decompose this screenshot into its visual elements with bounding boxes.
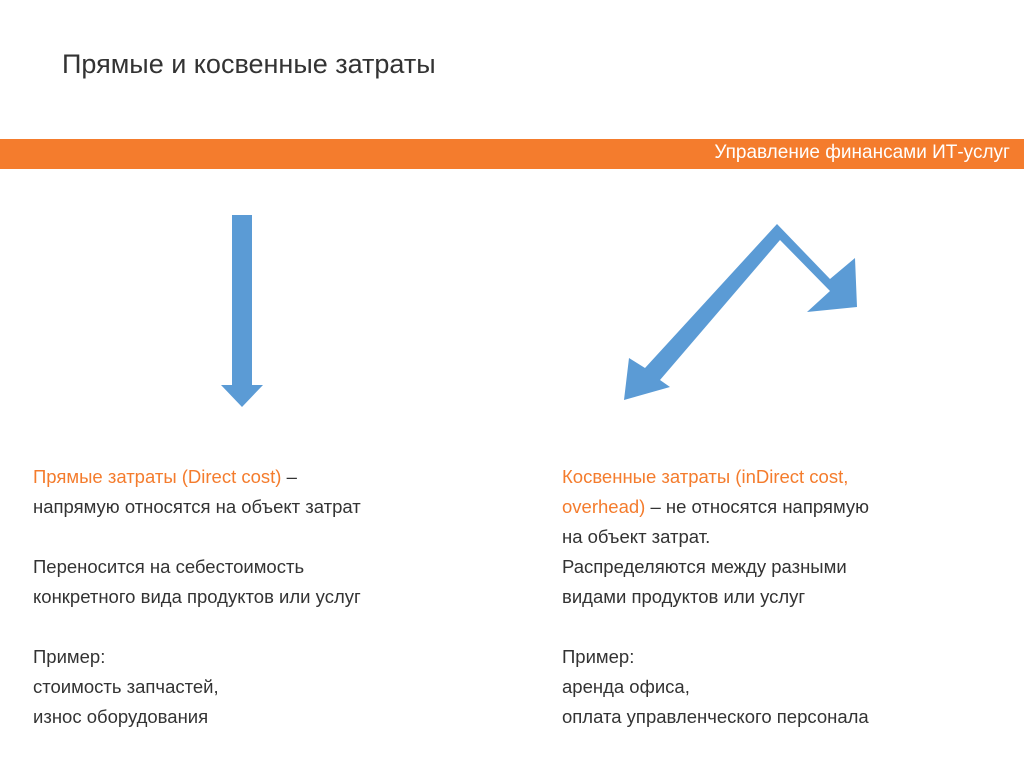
arrow-down-icon xyxy=(221,215,263,407)
indirect-cost-definition: на объект затрат. xyxy=(562,526,711,547)
indirect-cost-example-2: оплата управленческого персонала xyxy=(562,706,869,727)
direct-cost-term: Прямые затраты (Direct cost) xyxy=(33,466,282,487)
indirect-cost-distribution-line-1: Распределяются между разными xyxy=(562,556,847,577)
banner-text: Управление финансами ИТ-услуг xyxy=(714,142,1010,163)
indirect-cost-heading-line-1: Косвенные затраты (inDirect cost, xyxy=(562,466,849,487)
direct-cost-definition: напрямую относятся на объект затрат xyxy=(33,496,361,517)
indirect-cost-heading-line-2: overhead) – не относятся напрямую xyxy=(562,496,870,517)
direct-cost-column xyxy=(33,462,503,732)
indirect-cost-column xyxy=(562,462,1002,732)
direct-cost-example-2: износ оборудования xyxy=(33,706,209,727)
indirect-cost-example-label: Пример: xyxy=(562,646,635,667)
indirect-cost-distribution-line-2: видами продуктов или услуг xyxy=(562,586,806,607)
slide-title: Прямые и косвенные затраты xyxy=(62,49,436,79)
direct-cost-example-1: стоимость запчастей, xyxy=(33,676,219,697)
indirect-cost-example-1: аренда офиса, xyxy=(562,676,690,697)
direct-cost-heading: Прямые затраты (Direct cost) – xyxy=(33,466,297,487)
direct-cost-example-label: Пример: xyxy=(33,646,106,667)
direct-cost-transfer-line-2: конкретного вида продуктов или услуг xyxy=(33,586,361,607)
indirect-cost-term: overhead) xyxy=(562,496,646,517)
zigzag-arrow-icon xyxy=(624,224,857,400)
direct-cost-transfer-line-1: Переносится на себестоимость xyxy=(33,556,305,577)
